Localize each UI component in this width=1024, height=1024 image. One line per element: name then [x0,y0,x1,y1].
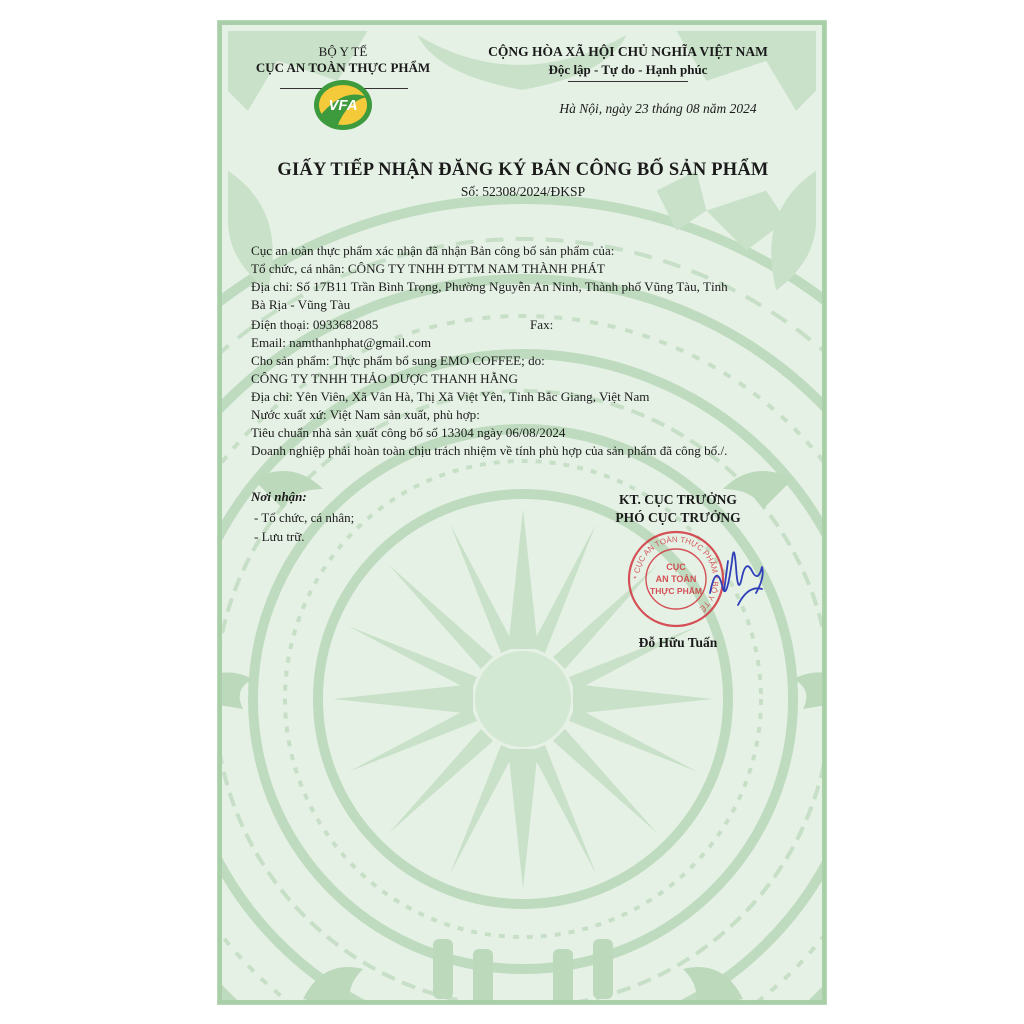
body-fax: Fax: [530,317,554,332]
stamp-line: AN TOÀN [655,574,697,584]
body-responsibility: Doanh nghiệp phải hoàn toàn chịu trách nhiệm về tính phù hợp của sản phẩm đã công bố./. [251,443,728,458]
body-intro: Cục an toàn thực phẩm xác nhận đã nhận Bản công bố sản phẩm của: [251,243,615,258]
vfa-logo [311,77,375,133]
signer-name: Đỗ Hữu Tuấn [638,635,718,650]
body-phone: Điện thoại: 0933682085 [251,317,379,332]
national-motto: Độc lập - Tự do - Hạnh phúc [548,62,708,77]
body-organization: Tổ chức, cá nhân: CÔNG TY TNHH ĐTTM NAM THÀNH PHÁT [251,261,605,276]
body-address-line2: Bà Rịa - Vũng Tàu [251,297,351,312]
body-manufacturer-address: Địa chỉ: Yên Viên, Xã Vân Hà, Thị Xã Việt Yên, Tỉnh Bắc Giang, Việt Nam [251,389,650,404]
recipient-item: - Lưu trữ. [254,529,305,544]
logo-text: VFA [328,97,358,114]
signature-title [578,491,778,527]
department-name: CỤC AN TOÀN THỰC PHẨM [255,60,431,75]
place-date: Hà Nội, ngày 23 tháng 08 năm 2024 [559,101,757,116]
stamp-ring-text: * CỤC AN TOÀN THỰC PHẨM * BỘ Y TẾ [631,534,721,614]
body-address-line1: Địa chỉ: Số 17B11 Trần Bình Trọng, Phường Nguyễn An Ninh, Thành phố Vũng Tàu, Tỉnh [251,279,728,294]
body-email: Email: namthanhphat@gmail.com [251,335,432,350]
recipients-heading: Nơi nhận: [251,489,307,504]
signature-on-behalf: KT. CỤC TRƯỞNG [619,492,737,507]
recipient-item: - Tổ chức, cá nhân; [254,510,355,525]
motto-underline [568,81,688,82]
body-manufacturer: CÔNG TY TNHH THẢO DƯỢC THANH HẰNG [251,371,518,386]
recipients-list [254,508,354,546]
stamp-line: CỤC [666,562,686,572]
handwritten-signature [696,533,776,623]
stamp-line: THỰC PHẨM [650,586,702,596]
ministry-name: BỘ Y TẾ [318,44,368,59]
body-product: Cho sản phẩm: Thực phẩm bổ sung EMO COFFEE; do: [251,353,545,368]
body-standard: Tiêu chuẩn nhà sản xuất công bố số 13304 ngày 06/08/2024 [251,425,566,440]
body-origin: Nước xuất xứ: Việt Nam sản xuất, phù hợp: [251,407,480,422]
document-number: Số: 52308/2024/ĐKSP [460,184,586,199]
republic-name: CỘNG HÒA XÃ HỘI CHỦ NGHĨA VIỆT NAM [488,44,768,59]
header-left [238,44,448,76]
signature-role: PHÓ CỤC TRƯỞNG [615,510,741,525]
document-title: GIẤY TIẾP NHẬN ĐĂNG KÝ BẢN CÔNG BỐ SẢN PHẨM [277,160,769,180]
certificate-document [217,20,827,1005]
